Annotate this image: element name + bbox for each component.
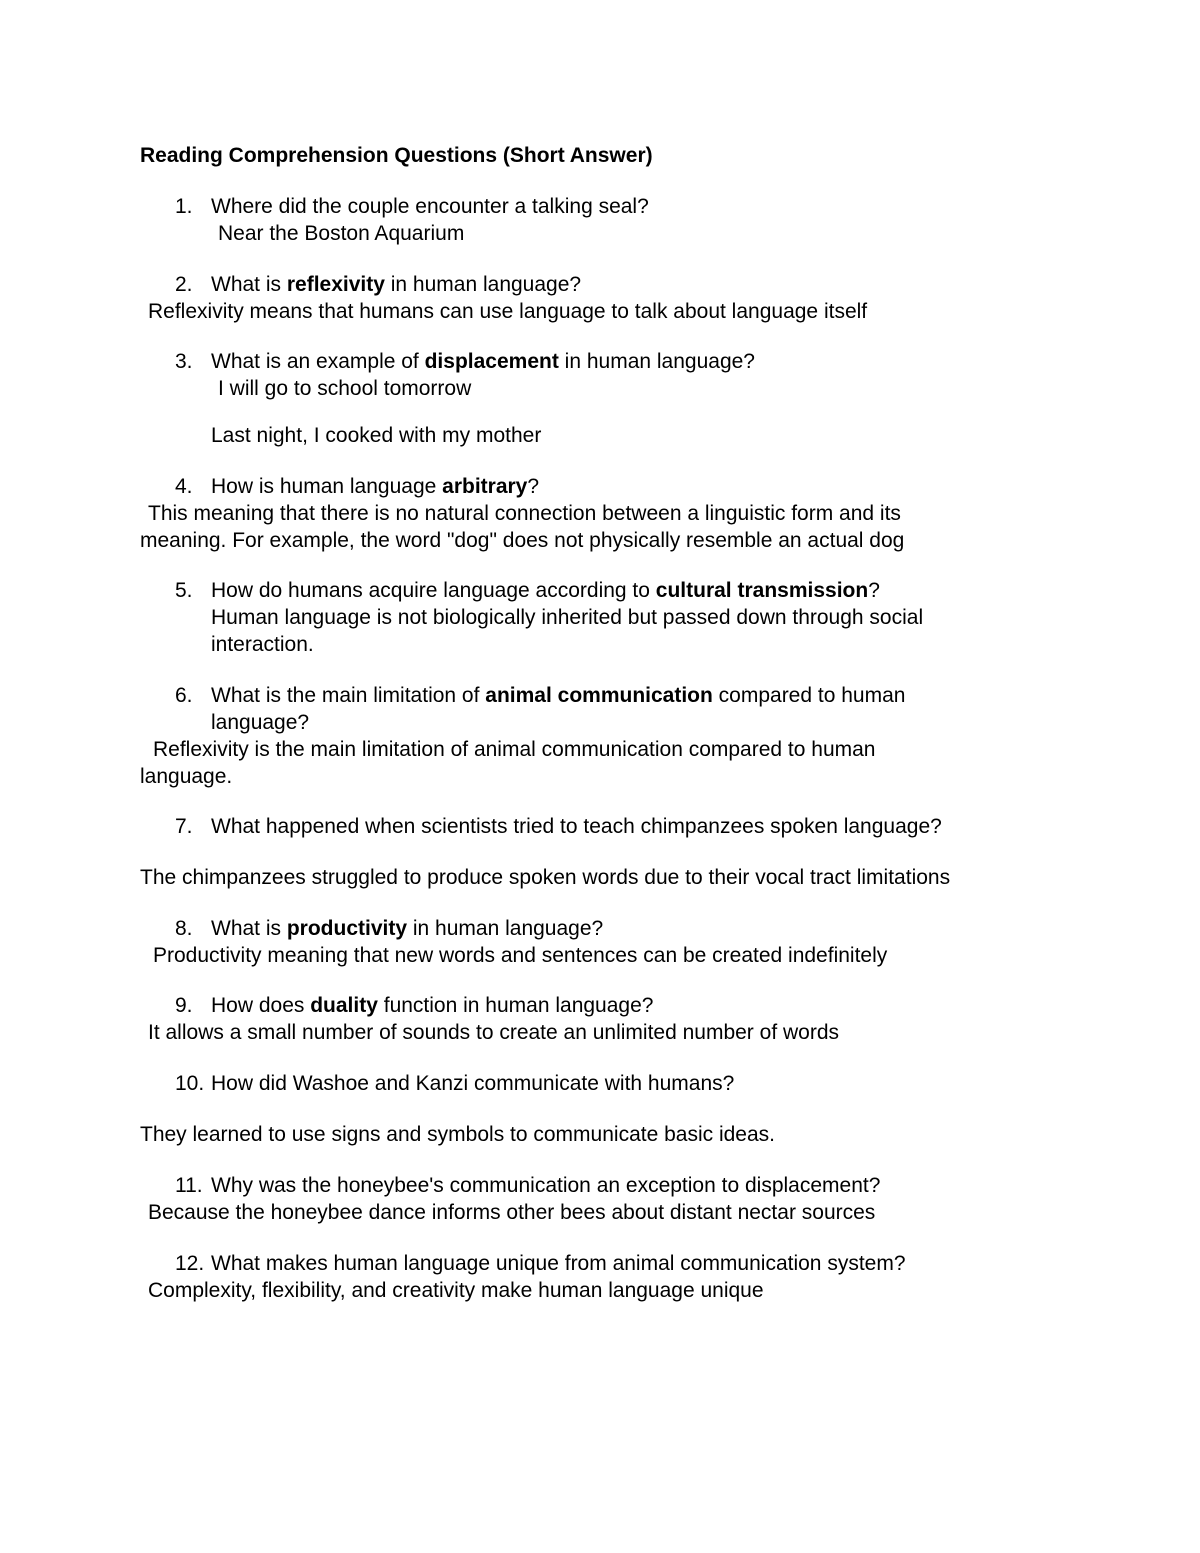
question-text: What happened when scientists tried to teach chimpanzees spoken language?	[211, 815, 942, 838]
question-number: 1.	[175, 195, 193, 218]
question-number: 5.	[175, 579, 193, 602]
answer-text: Reflexivity means that humans can use language to talk about language itself	[148, 300, 868, 323]
answer-text: Productivity meaning that new words and sentences can be created indefinitely	[153, 944, 888, 967]
question-text: Why was the honeybee's communication an exception to displacement?	[211, 1174, 881, 1197]
answer-text: It allows a small number of sounds to create an unlimited number of words	[148, 1021, 840, 1044]
key-term: productivity	[286, 917, 408, 940]
question-text: How did Washoe and Kanzi communicate with humans?	[211, 1072, 735, 1095]
answer-text: The chimpanzees struggled to produce spoken words due to their vocal tract limitations	[140, 866, 951, 889]
question-number: 11.	[175, 1174, 203, 1197]
question-text: How is human language arbitrary?	[211, 475, 540, 498]
question-number: 3.	[175, 350, 193, 373]
question-text: What is productivity in human language?	[211, 917, 604, 940]
question-number: 6.	[175, 684, 193, 707]
question-number: 10.	[175, 1072, 205, 1095]
question-number: 8.	[175, 917, 193, 940]
answer-text: language.	[140, 765, 233, 788]
answer-text: Human language is not biologically inherited but passed down through social	[211, 606, 924, 629]
answer-text: This meaning that there is no natural connection between a linguistic form and its	[148, 502, 901, 525]
key-term: cultural transmission	[655, 579, 869, 602]
question-text: What makes human language unique from animal communication system?	[211, 1252, 906, 1275]
key-term: reflexivity	[286, 273, 385, 296]
answer-text: Last night, I cooked with my mother	[211, 424, 542, 447]
key-term: duality	[310, 994, 378, 1017]
question-text: language?	[211, 711, 310, 734]
question-text: What is the main limitation of animal communication compared to human	[211, 684, 906, 707]
answer-text: meaning. For example, the word "dog" does not physically resemble an actual dog	[140, 529, 905, 552]
question-number: 4.	[175, 475, 193, 498]
key-term: arbitrary	[442, 475, 528, 498]
answer-text: Complexity, flexibility, and creativity make human language unique	[148, 1279, 764, 1302]
answer-text: Near the Boston Aquarium	[218, 222, 465, 245]
question-text: How does duality function in human language?	[211, 994, 654, 1017]
document-title: Reading Comprehension Questions (Short Answer)	[140, 144, 653, 167]
question-text: What is an example of displacement in human language?	[211, 350, 755, 373]
answer-text: They learned to use signs and symbols to communicate basic ideas.	[140, 1123, 775, 1146]
question-number: 12.	[175, 1252, 205, 1275]
question-text: Where did the couple encounter a talking seal?	[211, 195, 649, 218]
answer-text: Reflexivity is the main limitation of animal communication compared to human	[153, 738, 876, 761]
answer-text: I will go to school tomorrow	[218, 377, 472, 400]
question-number: 9.	[175, 994, 193, 1017]
answer-text: Because the honeybee dance informs other bees about distant nectar sources	[148, 1201, 876, 1224]
question-text: How do humans acquire language according to cultural transmission?	[211, 579, 880, 602]
answer-text: interaction.	[211, 633, 314, 656]
question-text: What is reflexivity in human language?	[211, 273, 582, 296]
question-number: 2.	[175, 273, 193, 296]
question-number: 7.	[175, 815, 193, 838]
key-term: displacement	[424, 350, 559, 373]
key-term: animal communication	[485, 684, 713, 707]
